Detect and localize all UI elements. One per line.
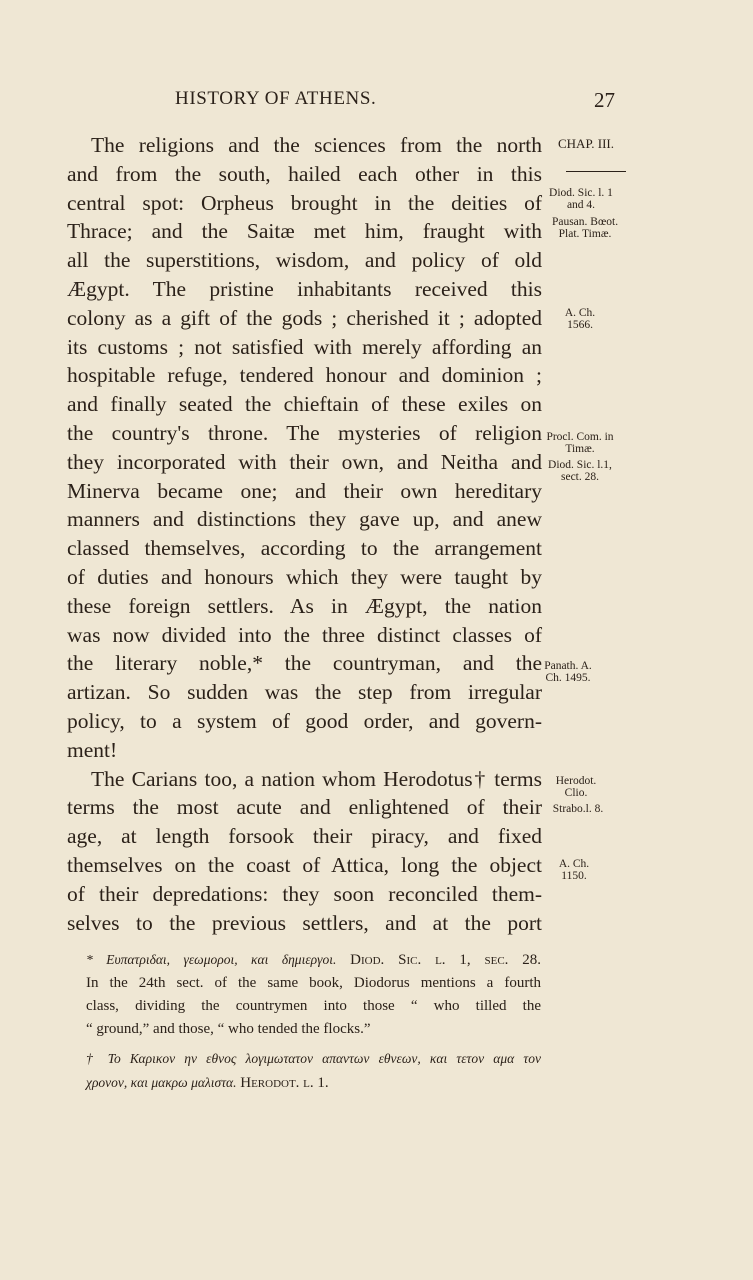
footnote-source: Diod. Sic. l. 1, sec. 28. [350, 952, 541, 968]
text-line: ment! [67, 737, 118, 762]
text-line: manners and distinctions they gave up, and anew [67, 507, 542, 532]
footnote-line: “ ground,” and those, “ who tended the flocks.” [86, 1021, 371, 1037]
text-line: Thrace; and the Saitæ met him, fraught with [67, 219, 542, 244]
text-line: The Carians too, a nation whom Herodotus† terms [91, 766, 542, 791]
text-line: themselves on the coast of Attica, long the object [67, 852, 542, 877]
margin-note: Panath. A. Ch. 1495. [544, 660, 592, 684]
footnote-line: In the 24th sect. of the same book, Diodorus mentions a fourth [86, 975, 541, 991]
footnotes [86, 948, 541, 1095]
text-line: Ægypt. The pristine inhabitants received this [67, 276, 542, 301]
chapter-rule [566, 171, 626, 172]
text-line: The religions and the sciences from the north [91, 133, 542, 157]
footnote-greek: * Ευπατριδαι, γεωμοροι, και δημιεργοι. [86, 952, 337, 967]
text-line: and finally seated the chieftain of these exiles on [67, 392, 542, 417]
text-line: classed themselves, according to the arrangement [67, 536, 542, 561]
page-number: 27 [594, 88, 615, 112]
text-line: policy, to a system of good order, and govern- [67, 708, 542, 733]
margin-note: Pausan. Bœot. Plat. Timæ. [551, 216, 619, 240]
footnote-greek: χρονον, και μακρω μαλιστα. [86, 1075, 237, 1090]
footnote-2-cont [86, 1071, 541, 1095]
margin-note: Diod. Sic. l. 1 and 4. [549, 187, 613, 211]
margin-note: A. Ch. 1150. [558, 858, 590, 882]
footnote-source: Herodot. l. 1. [240, 1075, 329, 1091]
text-line: Minerva became one; and their own hereditary [67, 478, 542, 503]
page-header [0, 88, 753, 116]
footnote-greek: † Το Καρικον ην εθνος λογιμωτατον απαντων εθνεων, και τετον αμα τον [86, 1051, 541, 1066]
text-line: hospitable refuge, tendered honour and dominion ; [67, 363, 542, 388]
text-line: artizan. So sudden was the step from irregular [67, 680, 542, 705]
footnote-2-lead [86, 1047, 541, 1071]
text-line: selves to the previous settlers, and at the port [67, 910, 542, 935]
text-line: was now divided into the three distinct classes of [67, 622, 542, 647]
text-line: the literary noble,* the countryman, and the [67, 651, 542, 676]
margin-note: Diod. Sic. l.1, sect. 28. [548, 459, 612, 483]
text-line: central spot: Orpheus brought in the deities of [67, 190, 542, 215]
text-line: of duties and honours which they were taught by [67, 564, 542, 589]
margin-note-chapter: CHAP. III. [558, 136, 614, 151]
text-line: all the superstitions, wisdom, and policy of old [67, 248, 542, 273]
body-text [67, 131, 542, 937]
footnote-1-lead [86, 948, 541, 972]
text-line: the country's throne. The mysteries of religion [67, 420, 542, 445]
text-line: age, at length forsook their piracy, and fixed [67, 824, 542, 849]
running-title: HISTORY OF ATHENS. [175, 88, 377, 109]
text-line: its customs ; not satisfied with merely affording an [67, 334, 542, 359]
text-line: they incorporated with their own, and Neitha and [67, 449, 542, 474]
margin-note: Strabo.l. 8. [552, 803, 604, 815]
margin-note: Herodot. Clio. [555, 775, 597, 799]
margin-note: Procl. Com. in Timæ. [546, 431, 614, 455]
margin-note: A. Ch. 1566. [564, 307, 596, 331]
text-line: these foreign settlers. As in Ægypt, the nation [67, 593, 542, 618]
text-line: and from the south, hailed each other in this [67, 161, 542, 186]
footnote-line: class, dividing the countrymen into those “ who tilled the [86, 998, 541, 1014]
text-line: terms the most acute and enlightened of their [67, 795, 542, 820]
text-line: colony as a gift of the gods ; cherished it ; adopted [67, 305, 542, 330]
text-line: of their depredations: they soon reconciled them- [67, 881, 542, 906]
